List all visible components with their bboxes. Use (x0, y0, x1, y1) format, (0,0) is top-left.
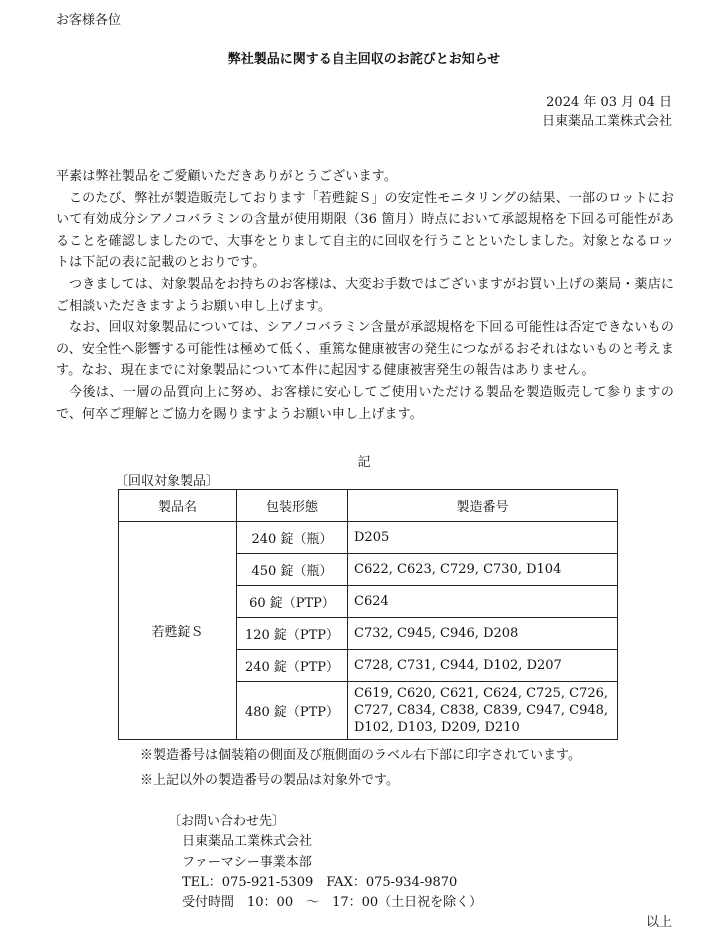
closing-mark: 以上 (645, 915, 672, 930)
lots-cell: C624 (348, 586, 618, 618)
paragraph-recall-reason: このたび、弊社が製造販売しております「若甦錠Ｓ」の安定性モニタリングの結果、一部のロットにおいて有効成分シアノコバラミンの含量が使用期限（36 箇月）時点において承認規格を下回る可能性があることを確認しましたので、大事をとりまして自主的に回収を行うことといたしました。対象となるロットは下記の表に記載のとおりです。 (56, 190, 674, 271)
contact-phone: TEL：075-921-5309 FAX：075-934-9870 (182, 875, 458, 890)
note-out-of-scope: ※上記以外の製造番号の製品は対象外です。 (140, 773, 399, 788)
ki-heading: 記 (357, 455, 371, 470)
lots-cell: C619, C620, C621, C624, C725, C726, C727, C834, C838, C839, C947, C948, D102, D103, D209, D210 (348, 682, 618, 740)
package-cell: 450 錠（瓶） (237, 554, 348, 586)
recall-table (118, 489, 618, 740)
lots-cell: C728, C731, C944, D102, D207 (348, 650, 618, 682)
table-header-row (119, 490, 618, 522)
package-cell: 60 錠（PTP） (237, 586, 348, 618)
contact-hours: 受付時間 10：00 ～ 17：00（土日祝を除く） (182, 895, 483, 910)
paragraph-greeting: 平素は弊社製品をご愛顧いただきありがとうございます。 (56, 169, 397, 184)
salutation: お客様各位 (56, 13, 122, 28)
package-cell: 120 錠（PTP） (237, 618, 348, 650)
lots-cell: C622, C623, C729, C730, D104 (348, 554, 618, 586)
package-cell: 240 錠（瓶） (237, 522, 348, 554)
document-title: 弊社製品に関する自主回収のお詫びとお知らせ (227, 52, 501, 67)
contact-department: ファーマシー事業本部 (182, 855, 312, 870)
contact-caption: 〔お問い合わせ先〕 (168, 814, 286, 829)
issue-date: 2024 年 03 月 04 日 (546, 95, 672, 110)
lots-cell: C732, C945, C946, D208 (348, 618, 618, 650)
lots-cell: D205 (348, 522, 618, 554)
note-lot-location: ※製造番号は個装箱の側面及び瓶側面のラベル右下部に印字されています。 (140, 748, 581, 763)
header-product: 製品名 (119, 490, 237, 522)
contact-company: 日東薬品工業株式会社 (182, 834, 313, 849)
package-cell: 480 錠（PTP） (237, 682, 348, 740)
table-caption: 〔回収対象製品〕 (115, 474, 220, 489)
header-lots: 製造番号 (348, 490, 618, 522)
table-row (119, 522, 618, 554)
header-package: 包装形態 (237, 490, 348, 522)
paragraph-request: つきましては、対象製品をお持ちのお客様は、大変お手数ではございますがお買い上げの薬局・薬店にご相談いただきますようお願い申し上げます。 (56, 276, 674, 314)
paragraph-safety: なお、回収対象製品については、シアノコバラミン含量が承認規格を下回る可能性は否定できないものの、安全性へ影響する可能性は極めて低く、重篤な健康被害の発生につながるおそれはないものと考えます。なお、現在までに対象製品について本件に起因する健康被害発生の報告はありません。 (56, 320, 674, 379)
body-text (56, 166, 674, 425)
paragraph-closing: 今後は、一層の品質向上に努め、お客様に安心してご使用いただける製品を製造販売して参りますので、何卒ご理解とご協力を賜りますようお願い申し上げます。 (56, 384, 674, 422)
issuer-company: 日東薬品工業株式会社 (541, 114, 672, 129)
package-cell: 240 錠（PTP） (237, 650, 348, 682)
product-name-cell: 若甦錠Ｓ (119, 522, 237, 740)
